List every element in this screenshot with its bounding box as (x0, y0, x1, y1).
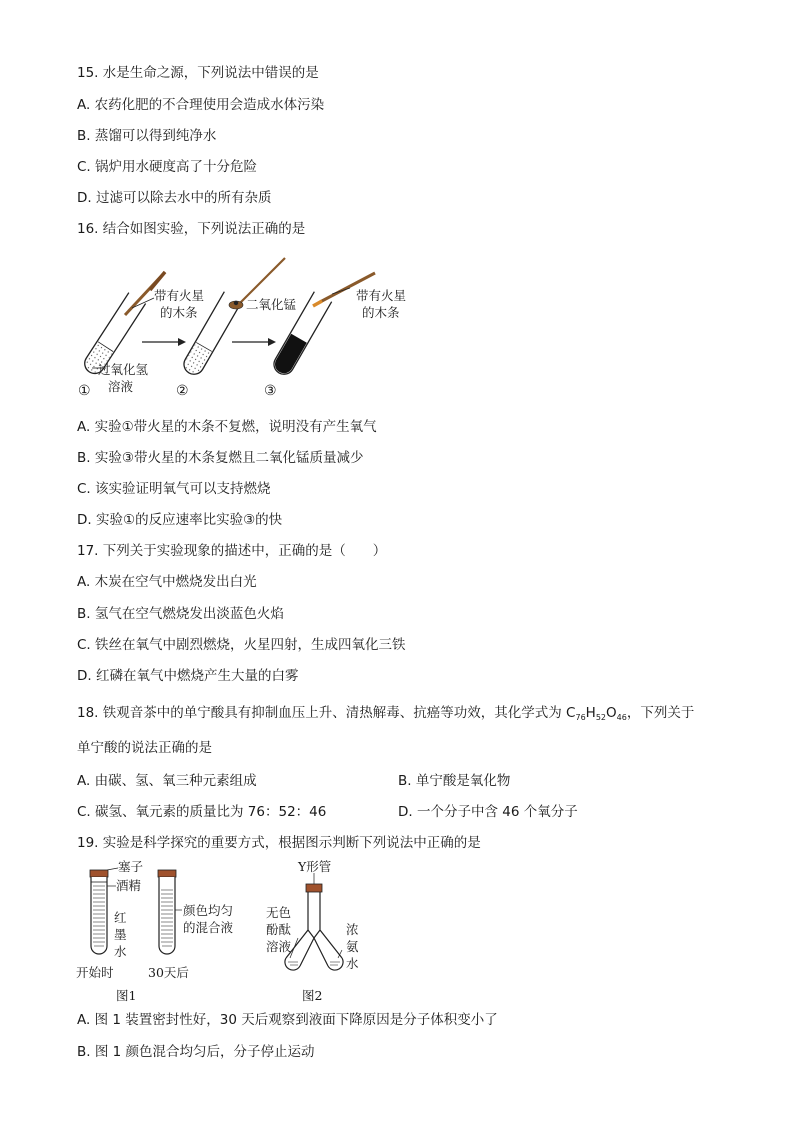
phenolphthalein-label-1: 无色 (266, 905, 292, 920)
ink-label: 墨 (114, 927, 127, 942)
tube-1-number: ① (78, 383, 91, 399)
fig2-y-tube (285, 873, 343, 970)
ammonia-label-2: 氨 (346, 939, 359, 954)
q16-option-b: B. 实验③带火星的木条复燃且二氧化锰质量减少 (77, 450, 364, 466)
q18-oxygen-subscript: 46 (616, 713, 627, 722)
mixture-label-1: 颜色均匀 (183, 903, 234, 918)
water-label: 水 (114, 944, 127, 959)
fig1-tube-after (158, 870, 182, 954)
tube3-splint-label-2: 的木条 (362, 305, 400, 320)
q19-option-a: A. 图 1 装置密封性好，30 天后观察到液面下降原因是分子体积变小了 (77, 1012, 498, 1028)
q15-stem: 15. 水是生命之源，下列说法中错误的是 (77, 65, 319, 81)
q18-stem-line-1 (77, 704, 694, 727)
start-label: 开始时 (76, 965, 114, 980)
fig1-caption: 图1 (116, 988, 137, 1003)
q17-option-a: A. 木炭在空气中燃烧发出白光 (77, 574, 257, 590)
tube1-splint-label-1: 带有火星 (154, 288, 205, 303)
q19-option-b: B. 图 1 颜色混合均匀后，分子停止运动 (77, 1044, 315, 1060)
solution-label-2: 溶液 (108, 379, 134, 394)
q16-option-a: A. 实验①带火星的木条不复燃，说明没有产生氧气 (77, 419, 377, 435)
q18-stem-start: 18. 铁观音茶中的单宁酸具有抑制血压上升、清热解毒、抗癌等功效，其化学式为 C (77, 705, 576, 721)
q19-stem: 19. 实验是科学探究的重要方式，根据图示判断下列说法中正确的是 (77, 835, 481, 851)
ammonia-label-1: 浓 (346, 922, 359, 937)
q15-option-c: C. 锅炉用水硬度高了十分危险 (77, 159, 258, 175)
mno2-label: 二氧化锰 (246, 297, 297, 312)
tube-2-number: ② (176, 383, 189, 399)
red-label: 红 (114, 910, 127, 925)
q19-figure (70, 858, 370, 1006)
q16-stem: 16. 结合如图实验，下列说法正确的是 (77, 221, 306, 237)
q16-figure (70, 250, 430, 402)
tube-3-number: ③ (264, 383, 277, 399)
mixture-label-2: 的混合液 (183, 920, 234, 935)
tube1-splint-label-2: 的木条 (160, 305, 198, 320)
y-tube-label: Y形管 (298, 859, 332, 874)
solution-label-1: 过氧化氢 (98, 362, 149, 377)
q17-option-d: D. 红磷在氧气中燃烧产生大量的白雾 (77, 668, 299, 684)
phenolphthalein-label-3: 溶液 (266, 939, 292, 954)
q18-carbon-subscript: 76 (575, 713, 586, 722)
tube3-splint-label-1: 带有火星 (356, 288, 407, 303)
q18-hydrogen-subscript: 52 (595, 713, 607, 722)
q15-option-d: D. 过滤可以除去水中的所有杂质 (77, 190, 272, 206)
ammonia-label-3: 水 (346, 956, 359, 971)
q16-option-c: C. 该实验证明氧气可以支持燃烧 (77, 481, 271, 497)
q17-stem: 17. 下列关于实验现象的描述中，正确的是（ ） (77, 543, 387, 559)
q18-option-c: C. 碳氢、氧元素的质量比为 76：52：46 (77, 804, 327, 820)
q15-option-b: B. 蒸馏可以得到纯净水 (77, 128, 217, 144)
q18-option-a: A. 由碳、氢、氧三种元素组成 (77, 773, 257, 789)
after-30-days-label: 30天后 (148, 965, 189, 980)
q18-hydrogen: H (585, 705, 596, 721)
stopper-label: 塞子 (118, 859, 144, 874)
q17-option-b: B. 氢气在空气燃烧发出淡蓝色火焰 (77, 606, 284, 622)
q18-option-d: D. 一个分子中含 46 个氧分子 (398, 804, 578, 820)
q16-option-d: D. 实验①的反应速率比实验③的快 (77, 512, 283, 528)
q17-option-c: C. 铁丝在氧气中剧烈燃烧，火星四射，生成四氧化三铁 (77, 637, 406, 653)
q18-option-b: B. 单宁酸是氧化物 (398, 773, 511, 789)
phenolphthalein-label-2: 酚酞 (266, 922, 292, 937)
q18-stem-end: ，下列关于 (626, 705, 695, 721)
q18-oxygen: O (606, 705, 617, 721)
q18-stem-line-2: 单宁酸的说法正确的是 (77, 740, 212, 756)
alcohol-label: 酒精 (116, 878, 142, 893)
fig2-caption: 图2 (302, 988, 323, 1003)
q15-option-a: A. 农药化肥的不合理使用会造成水体污染 (77, 97, 325, 113)
